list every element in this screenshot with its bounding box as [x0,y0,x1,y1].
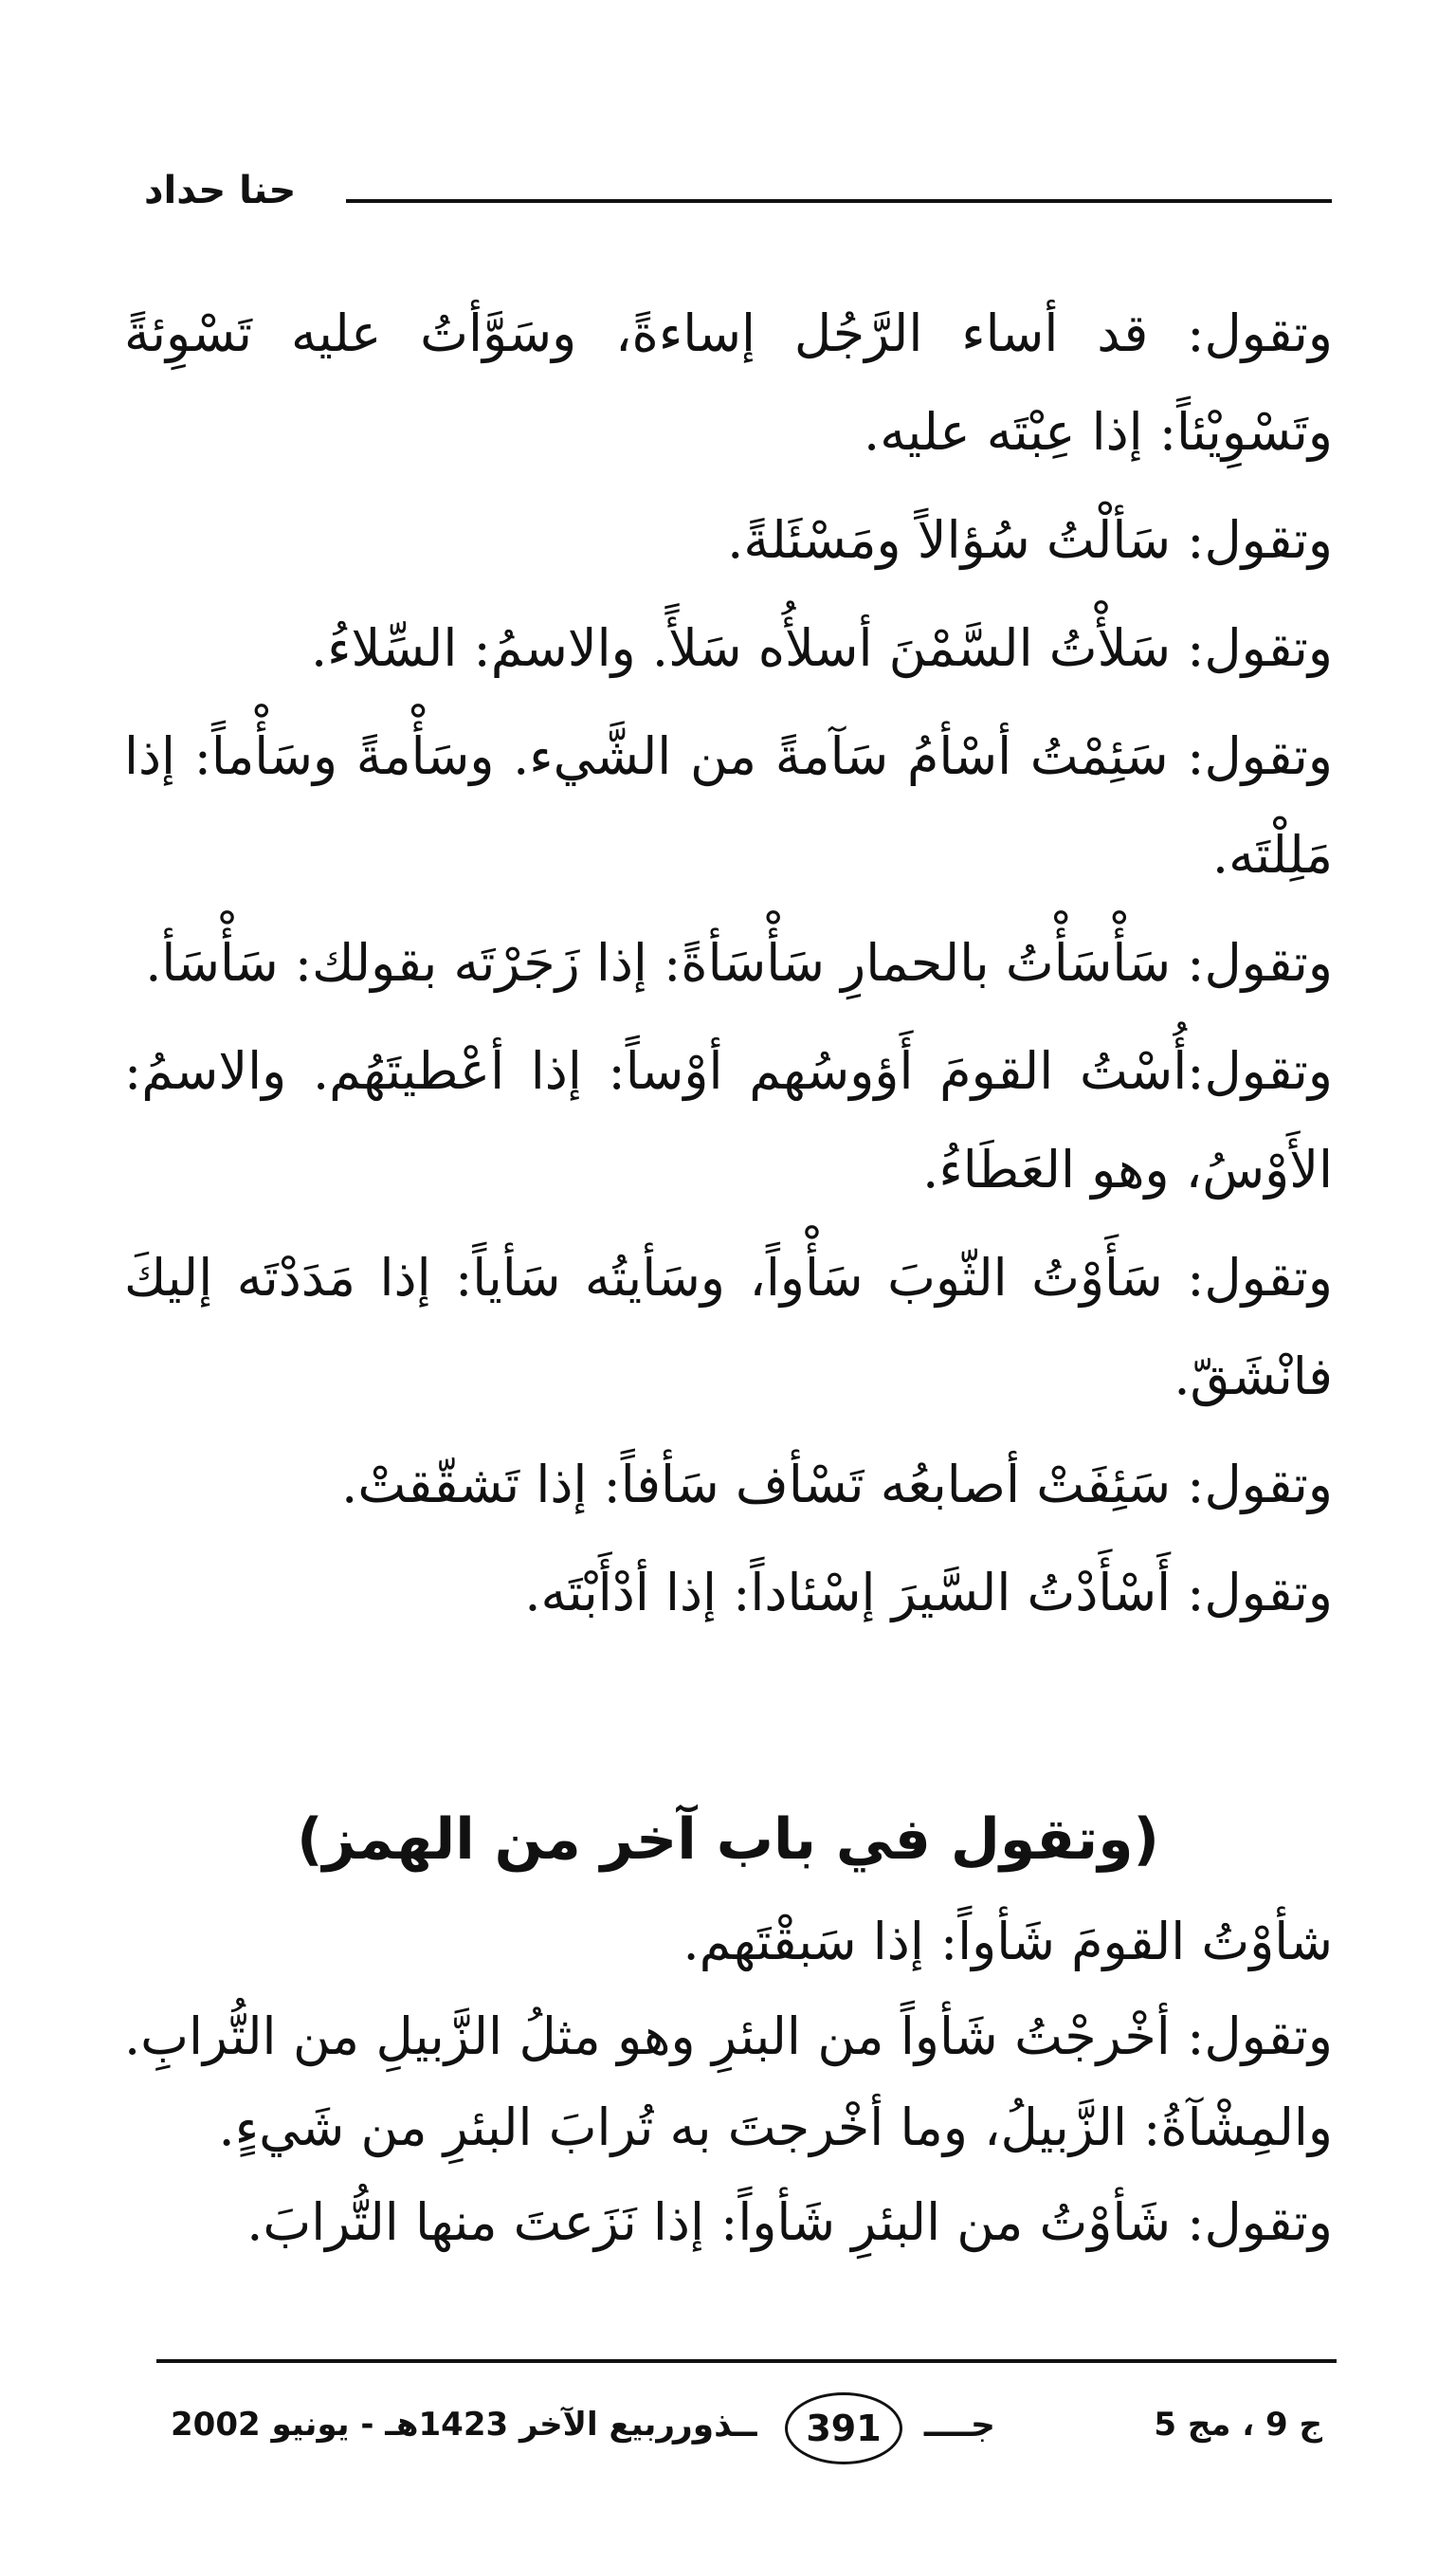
paragraph: وتقول: أَسْأَدْتُ السَّيرَ إسْئاداً: إذا أدْأَبْتَه. [524,1563,1333,1622]
page-footer [156,2385,1337,2470]
footer-date: ربيع الآخر 1423هـ - يونيو 2002 [171,2406,675,2444]
paragraph: وتقول: سَأَوْتُ الثّوبَ سَأْواً، وسَأيتُه سَأياً: إذا مَدَدْتَه إليكَ فانْشَقّ. [124,1248,1333,1406]
journal-name-part: ــذور [673,2406,757,2445]
paragraph: وتقول: سَئِفَتْ أصابعُه تَسْأف سَأفاً: إذا تَشقّقتْ. [341,1455,1333,1514]
paragraph: وتقول: سَألْتُ سُؤالاً ومَسْئَلةً. [727,510,1333,570]
running-header [133,159,1332,235]
paragraph: وتقول: قد أساء الرَّجُل إساءةً، وسَوَّأتُ عليه تَسْوِئةً وتَسْوِيْئاً: إذا عِبْتَه عليه. [124,303,1333,462]
paragraph: وتقول: شَأوْتُ من البئرِ شَأواً: إذا نَزَعتَ منها التُّرابَ. [246,2192,1333,2252]
section-title: (وتقول في باب آخر من الهمز) [297,1806,1159,1873]
page-number: 391 [785,2392,902,2464]
journal-name-part: جــــ [923,2406,995,2445]
footer-issue: ج 9 ، مج 5 [1154,2406,1322,2444]
journal-logo [673,2392,995,2463]
paragraph: شأوْتُ القومَ شَأواً: إذا سَبقْتَهم. [682,1912,1333,1971]
paragraph: وتقول:أُسْتُ القومَ أَؤوسُهم أوْساً: إذا أعْطيتَهُم. والاسمُ: الأَوْسُ، وهو العَطَاءُ. [124,1041,1333,1200]
header-rule [346,199,1332,203]
paragraph: وتقول: سَأْسَأْتُ بالحمارِ سَأْسَأةً: إذا زَجَرْتَه بقولك: سَأْسَأ. [145,933,1333,993]
paragraph: وتقول: أخْرجْتُ شَأواً من البئرِ وهو مثلُ الزَّبيلِ من التُّرابِ. والمِشْآةُ: الزَّبيلُ، وما أخْرجتَ به تُرابَ البئرِ من شَيءٍ. [124,2006,1333,2157]
main-text [124,284,1333,1652]
paragraph: وتقول: سَئِمْتُ أسْأمُ سَآمةً من الشَّيء. وسَأْمةً وسَأْماً: إذا مَلِلْتَه. [124,726,1333,885]
section-text [124,1896,1333,2272]
footer-rule [156,2359,1337,2363]
paragraph: وتقول: سَلأْتُ السَّمْنَ أسلأُه سَلأً. والاسمُ: السِّلاءُ. [310,618,1333,678]
header-author: حنا حداد [144,169,297,212]
